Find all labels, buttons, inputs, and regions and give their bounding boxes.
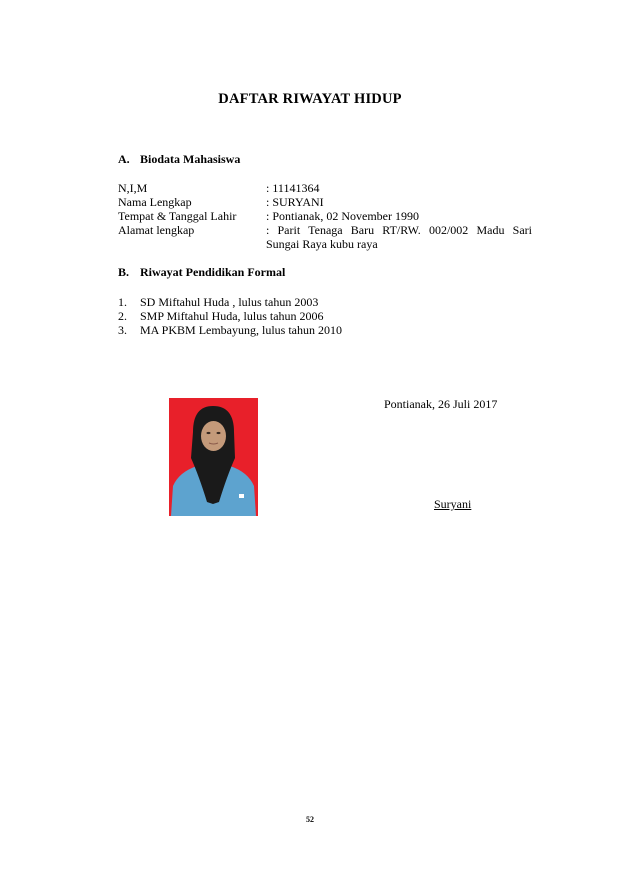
section-a-heading [118, 152, 240, 167]
biodata-label: Nama Lengkap [118, 195, 192, 209]
signature-name: Suryani [434, 497, 472, 511]
biodata-label: N,I,M [118, 181, 148, 195]
education-text: SMP Miftahul Huda, lulus tahun 2006 [140, 309, 324, 323]
biodata-value: : Parit Tenaga Baru RT/RW. 002/002 Madu Sari [266, 223, 532, 237]
education-item [118, 295, 318, 310]
education-number: 2. [118, 309, 127, 323]
biodata-value: : 11141364 [266, 181, 320, 195]
section-b-heading [118, 265, 285, 280]
biodata-value: : SURYANI [266, 195, 324, 209]
biodata-value-line2: Sungai Raya kubu raya [266, 237, 378, 251]
education-text: MA PKBM Lembayung, lulus tahun 2010 [140, 323, 343, 337]
education-item [118, 309, 324, 324]
section-b-number: B. [118, 265, 130, 279]
education-item [118, 323, 342, 338]
section-a-title: Biodata Mahasiswa [140, 152, 241, 166]
biodata-value: : Pontianak, 02 November 1990 [266, 209, 419, 223]
biodata-label: Tempat & Tanggal Lahir [118, 209, 237, 223]
education-number: 1. [118, 295, 127, 309]
profile-photo [169, 398, 258, 516]
profile-photo-illustration [169, 398, 258, 516]
section-b-title: Riwayat Pendidikan Formal [140, 265, 286, 279]
page-number: 52 [306, 815, 314, 824]
education-number: 3. [118, 323, 127, 337]
signature-place-date: Pontianak, 26 Juli 2017 [384, 397, 498, 411]
document-title: DAFTAR RIWAYAT HIDUP [218, 91, 402, 107]
biodata-label: Alamat lengkap [118, 223, 195, 237]
education-text: SD Miftahul Huda , lulus tahun 2003 [140, 295, 319, 309]
section-a-number: A. [118, 152, 130, 166]
